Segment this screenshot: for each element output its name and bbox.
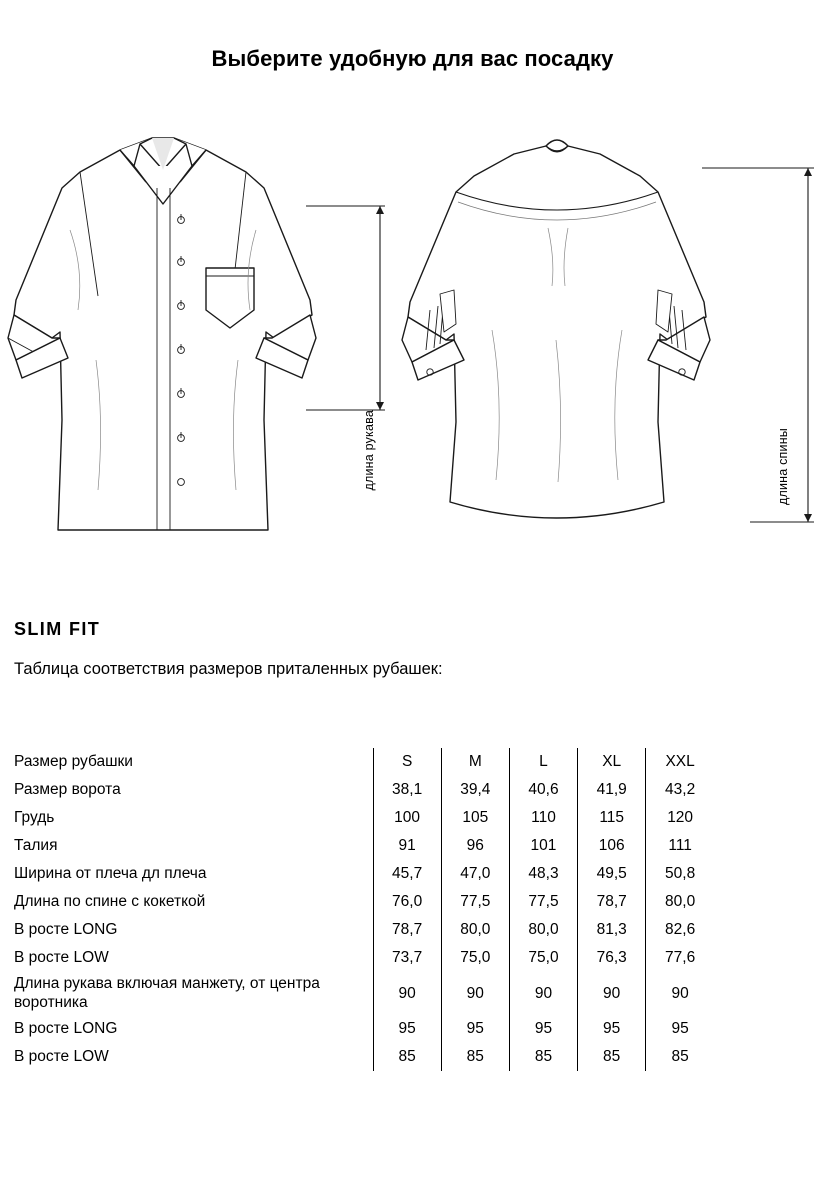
row-value: 73,7 [373, 944, 441, 972]
row-value: 82,6 [646, 916, 714, 944]
row-value: 77,5 [441, 888, 509, 916]
table-row [14, 972, 714, 1015]
row-value: 95 [578, 1015, 646, 1043]
row-value: 90 [509, 972, 577, 1015]
row-label: Длина по спине с кокеткой [14, 892, 206, 910]
row-label: Длина рукава включая манжету, от центра воротника [14, 975, 320, 1011]
table-header-xl: XL [578, 748, 646, 776]
row-label: В росте LOW [14, 1047, 109, 1065]
row-value: 95 [441, 1015, 509, 1043]
table-header-m: M [441, 748, 509, 776]
row-value: 76,0 [373, 888, 441, 916]
row-value: 95 [509, 1015, 577, 1043]
row-value: 90 [441, 972, 509, 1015]
row-value: 78,7 [578, 888, 646, 916]
row-value: 85 [373, 1043, 441, 1071]
row-value: 75,0 [441, 944, 509, 972]
row-value: 106 [578, 832, 646, 860]
row-value: 85 [578, 1043, 646, 1071]
table-header-row [14, 748, 714, 776]
table-row [14, 832, 714, 860]
row-value: 101 [509, 832, 577, 860]
row-value: 110 [509, 804, 577, 832]
row-value: 78,7 [373, 916, 441, 944]
row-value: 120 [646, 804, 714, 832]
row-value: 47,0 [441, 860, 509, 888]
row-value: 80,0 [509, 916, 577, 944]
row-value: 90 [646, 972, 714, 1015]
row-value: 100 [373, 804, 441, 832]
fit-name: SLIM FIT [14, 619, 101, 639]
row-label: Талия [14, 836, 58, 854]
size-table [14, 748, 714, 1071]
table-header-xxl: XXL [646, 748, 714, 776]
sleeve-length-dimension [300, 110, 390, 550]
row-value: 38,1 [373, 776, 441, 804]
row-value: 111 [646, 832, 714, 860]
table-header-s: S [373, 748, 441, 776]
table-header-label: Размер рубашки [14, 752, 133, 770]
table-header-l: L [509, 748, 577, 776]
back-length-dimension [700, 110, 820, 550]
fit-subtitle: Таблица соответствия размеров приталенных рубашек: [14, 660, 443, 678]
row-value: 41,9 [578, 776, 646, 804]
row-value: 43,2 [646, 776, 714, 804]
row-value: 50,8 [646, 860, 714, 888]
row-label: Размер ворота [14, 780, 121, 798]
row-value: 90 [578, 972, 646, 1015]
table-row [14, 944, 714, 972]
row-value: 96 [441, 832, 509, 860]
row-label: В росте LONG [14, 1019, 118, 1037]
sleeve-length-label: длина рукава [362, 410, 376, 491]
table-row [14, 1015, 714, 1043]
row-value: 115 [578, 804, 646, 832]
row-value: 105 [441, 804, 509, 832]
row-value: 90 [373, 972, 441, 1015]
table-row [14, 888, 714, 916]
table-row [14, 916, 714, 944]
table-row [14, 776, 714, 804]
page-title: Выберите удобную для вас посадку [211, 46, 614, 71]
row-value: 95 [646, 1015, 714, 1043]
row-value: 95 [373, 1015, 441, 1043]
row-value: 85 [509, 1043, 577, 1071]
row-value: 91 [373, 832, 441, 860]
row-value: 40,6 [509, 776, 577, 804]
row-value: 77,5 [509, 888, 577, 916]
row-value: 77,6 [646, 944, 714, 972]
row-value: 80,0 [646, 888, 714, 916]
table-row [14, 1043, 714, 1071]
row-value: 76,3 [578, 944, 646, 972]
row-label: В росте LONG [14, 920, 118, 938]
row-label: В росте LOW [14, 948, 109, 966]
row-value: 85 [441, 1043, 509, 1071]
shirt-illustrations [0, 110, 825, 550]
row-value: 48,3 [509, 860, 577, 888]
row-label: Грудь [14, 808, 55, 826]
row-value: 45,7 [373, 860, 441, 888]
row-label: Ширина от плеча дл плеча [14, 864, 207, 882]
row-value: 85 [646, 1043, 714, 1071]
table-row [14, 860, 714, 888]
row-value: 75,0 [509, 944, 577, 972]
table-row [14, 804, 714, 832]
row-value: 49,5 [578, 860, 646, 888]
row-value: 81,3 [578, 916, 646, 944]
row-value: 39,4 [441, 776, 509, 804]
back-length-label: длина спины [776, 428, 790, 505]
row-value: 80,0 [441, 916, 509, 944]
